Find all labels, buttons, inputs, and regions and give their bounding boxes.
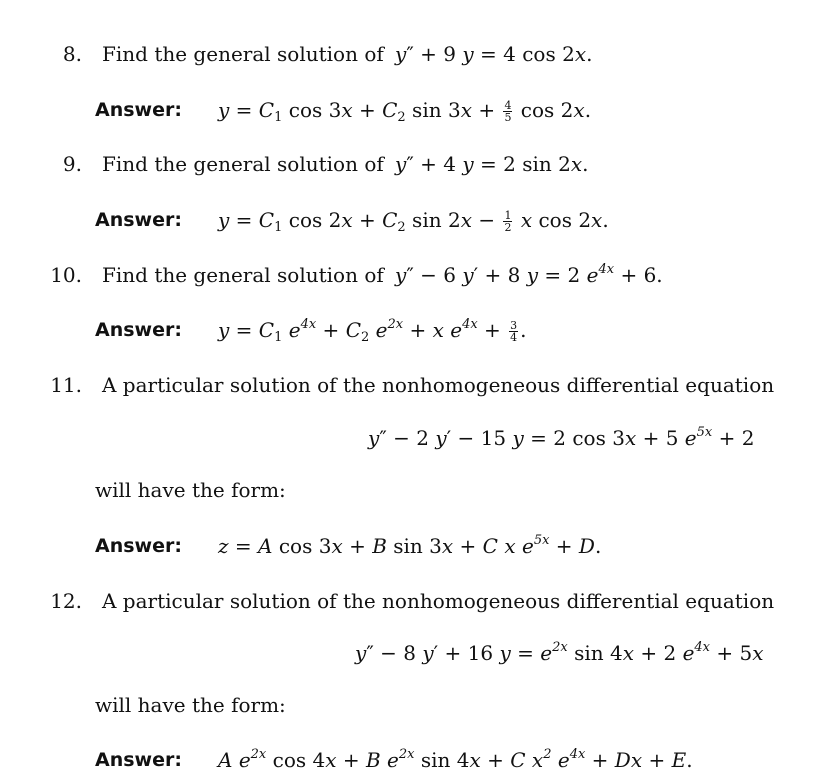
- problem-question: Find the general solution of: [102, 263, 384, 287]
- problem-number: 12.: [50, 589, 82, 613]
- answer-label: Answer:: [95, 209, 182, 231]
- answer-label: Answer:: [95, 535, 182, 557]
- problem-equation: y″ + 4 y = 2 sin 2x.: [395, 152, 589, 176]
- problem-number: 9.: [62, 152, 82, 176]
- problem-equation: y″ + 9 y = 4 cos 2x.: [395, 42, 593, 66]
- problem-number: 10.: [50, 263, 82, 287]
- answer-label: Answer:: [95, 319, 182, 341]
- answer-formula: $y = C_1$ $\cos 2x + C_2$ sin 2x − $\frac{1}{2}$ x cos 2x.: [218, 208, 609, 235]
- form-text: will have the form:: [95, 693, 286, 717]
- answer-label: Answer:: [95, 99, 182, 121]
- answer-formula: z = A cos 3x + B sin 3x + C x $e^{5x} + D$.: [218, 533, 602, 558]
- problem-equation: y″ − 6 y′ + 8 y = 2 $e^{4x} + 6$.: [395, 262, 663, 287]
- problem-equation: y″ − 8 y′ + 16 $y = e^{2x}$ sin 4x + 2 $e^{4x} + 5x$: [355, 640, 764, 665]
- answer-formula: $y = C_1$ $\cos 3x + C_2$ sin 3x + $\frac{4}{5}$ cos 2x.: [218, 98, 592, 125]
- answer-formula: A $e^{2x}$ cos 4x + B $e^{2x}$ sin 4x + C $x^2$ $e^{4x} + Dx + E$.: [218, 747, 693, 772]
- problem-equation: y″ − 2 y′ − 15 y = 2 cos 3x + 5 $e^{5x} + 2$: [368, 425, 755, 450]
- answer-formula: $y = C_1$ $e^{4x} + C_2$ $e^{2x} + x$ $e^{4x}$ + $\frac{3}{4}$ .: [218, 317, 527, 345]
- problem-question: A particular solution of the nonhomogeneous differential equation: [102, 589, 775, 613]
- problem-question: Find the general solution of: [102, 42, 384, 66]
- problem-question: A particular solution of the nonhomogeneous differential equation: [102, 373, 775, 397]
- answer-label: Answer:: [95, 749, 182, 771]
- form-text: will have the form:: [95, 478, 286, 502]
- problem-number: 11.: [50, 373, 82, 397]
- problem-number: 8.: [62, 42, 82, 66]
- problem-question: Find the general solution of: [102, 152, 384, 176]
